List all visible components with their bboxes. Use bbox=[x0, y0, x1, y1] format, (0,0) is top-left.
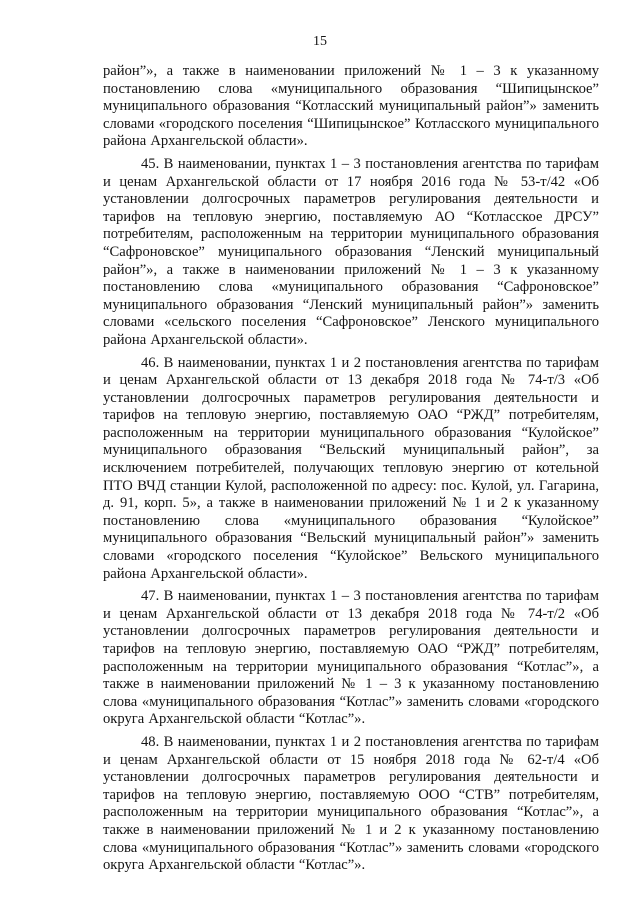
paragraph-continuation: район”», а также в наименовании приложений № 1 – 3 к указанному постановлению слова «муниципального образования “Шипицынское” муниципального образования “Котласский муниципальный район”» заменить словами «городского поселения “Шипицынское” Котласского муниципального района Архангельской области». bbox=[103, 63, 599, 150]
paragraph-48: 48. В наименовании, пунктах 1 и 2 постановления агентства по тарифам и ценам Архангельской области от 15 ноября 2018 года № 62-т/4 «Об установлении долгосрочных параметров регулирования деятельности и тарифов на тепловую энергию, поставляемую ООО “СТВ” потребителям, расположенным на территории муниципального образования “Котлас”», а также в наименовании приложений № 1 и 2 к указанному постановлению слова «муниципального образования “Котлас”» заменить словами «городского округа Архангельской области “Котлас”». bbox=[103, 733, 599, 874]
paragraph-46: 46. В наименовании, пунктах 1 и 2 постановления агентства по тарифам и ценам Архангельской области от 13 декабря 2018 года № 74-т/3 «Об установлении долгосрочных параметров регулирования деятельности и тарифов на тепловую энергию, поставляемую ОАО “РЖД” потребителям, расположенным на территории муниципального образования “Кулойское” муниципального образования “Вельский муниципальный район”, за исключением потребителей, получающих тепловую энергию от котельной ПТО ВЧД станции Кулой, расположенной по адресу: пос. Кулой, ул. Гагарина, д. 91, корп. 5», а также в наименовании приложений № 1 и 2 к указанному постановлению слова «муниципального образования “Кулойское” муниципального образования “Вельский муниципальный район”» заменить словами «городского поселения “Кулойское” Вельского муниципального района Архангельской области». bbox=[103, 354, 599, 582]
page-number: 15 bbox=[313, 34, 327, 49]
document-body bbox=[103, 63, 599, 880]
paragraph-45: 45. В наименовании, пунктах 1 – 3 постановления агентства по тарифам и ценам Архангельской области от 17 ноября 2016 года № 53-т/42 «Об установлении долгосрочных параметров регулирования деятельности и тарифов на тепловую энергию, поставляемую АО “Котласское ДРСУ” потребителям, расположенным на территории муниципального образования “Сафроновское” муниципального образования “Ленский муниципальный район”», а также в наименовании приложений № 1 – 3 к указанному постановлению слова «муниципального образования “Сафроновское” муниципального образования “Ленский муниципальный район”» заменить словами «сельского поселения “Сафроновское” Ленского муниципального района Архангельской области». bbox=[103, 155, 599, 348]
paragraph-47: 47. В наименовании, пунктах 1 – 3 постановления агентства по тарифам и ценам Архангельской области от 13 декабря 2018 года № 74-т/2 «Об установлении долгосрочных параметров регулирования деятельности и тарифов на тепловую энергию, поставляемую ОАО “РЖД” потребителям, расположенным на территории муниципального образования “Котлас”», а также в наименовании приложений № 1 – 3 к указанному постановлению слова «муниципального образования “Котлас”» заменить словами «городского округа Архангельской области “Котлас”». bbox=[103, 588, 599, 728]
